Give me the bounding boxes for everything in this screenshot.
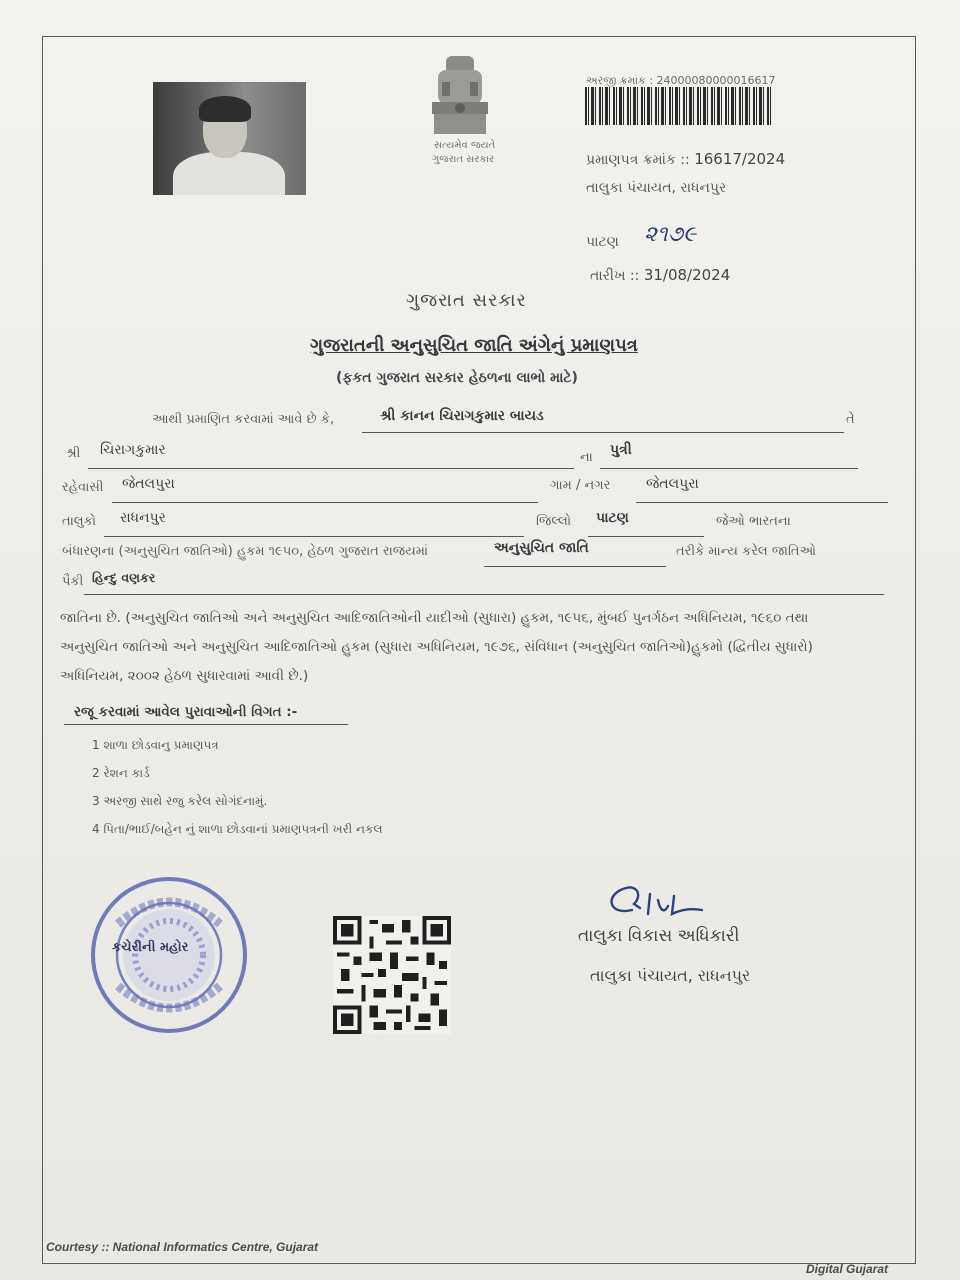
courtesy-note: Courtesy :: National Informatics Centre, Gujarat (46, 1240, 319, 1254)
emblem-caption: સત્યમેવ જયતે (434, 140, 496, 151)
constitution-text: બંધારણના (અનુસુચિત જાતિઓ) હુકમ ૧૯૫૦, હેઠળ ગુજરાત રાજયમાં (62, 544, 429, 559)
issuing-office: તાલુકા પંચાયત, રાધનપુર (586, 180, 727, 196)
district: પાટણ (596, 510, 629, 526)
document-item: 1 શાળા છોડવાનુ પ્રમાણપત્ર (92, 738, 219, 752)
resident: જેતલપુરા (122, 476, 175, 492)
document-item: 2 રેશન કાર્ડ (92, 766, 150, 780)
officer-office: તાલુકા પંચાયત, રાધનપુર (590, 966, 751, 985)
father-name: ચિરાગકુમાર (100, 442, 166, 458)
applicant-photo (153, 82, 306, 195)
officer-title: તાલુકા વિકાસ અધિકારી (578, 926, 740, 946)
barcode (585, 87, 773, 125)
documents-heading: રજૂ કરવામાં આવેલ પુરાવાઓની વિગત :- (74, 704, 298, 720)
office-seal-icon (88, 874, 250, 1036)
certificate-subtitle: (ફકત ગુજરાત સરકાર હેઠળના લાભો માટે) (336, 370, 578, 386)
issue-date: તારીખ :: 31/08/2024 (590, 266, 731, 284)
certificate-number: પ્રમાણપત્ર ક્રમાંક :: 16617/2024 (586, 150, 786, 168)
relation: પુત્રી (610, 442, 632, 458)
handwritten-number: ૨૧૭૯ (644, 222, 697, 247)
qr-code (333, 913, 451, 1037)
emblem-caption-gov: ગુજરાત સરકાર (432, 154, 495, 165)
application-number: અરજી ક્રમાંક : 24000080000016617 (586, 74, 776, 87)
legal-paragraph: જાતિના છે. (અનુસુચિત જાતિઓ અને અનુસુચિત આદિજાતિઓની યાદીઓ (સુધારા) હુકમ, ૧૯૫૬, મુંબઈ પુનર્ગઠન અધિનિયમ, ૧૯૬૦ તથા અનુસુચિત જાતિઓ અને અનુસુચિત આદિજાતિઓ હુકમ (સુધારા અધિનિયમ, ૧૯૭૬, સંવિધાન (અનુસુચિત જાતિઓ)હુકમો (દ્વિતીય સુધારો) અધિનિયમ, ૨૦૦૨ હેઠળ સુધારવામાં આવી છે.) (60, 610, 813, 684)
certificate-title: ગુજરાતની અનુસુચિત જાતિ અંગેનું પ્રમાણપત્ર (310, 335, 638, 356)
caste: હિન્દુ વણકર (92, 570, 156, 585)
category: અનુસુચિત જાતિ (494, 540, 589, 556)
document-item: 3 અરજી સાથે રજુ કરેલ સોગંદનામું. (92, 794, 268, 808)
page-label: પાટણ (586, 234, 619, 250)
certificate-page: સત્યમેવ જયતે ગુજરાત સરકાર અરજી ક્રમાંક : 24000080000016617 પ્રમાણપત્ર ક્રમાંક :: 16617/2024 તાલુકા પંચાયત, રાધનપુર પાટણ ૨૧૭૯ તારીખ :: 31/08/2024 ગુજરાત સરકાર ગુજરાતની અનુસુચિત જાતિ અંગેનું પ્રમાણપત્ર (ફકત ગુજરાત સરકાર હેઠળના લાભો માટે) આથી પ્રમાણિત કરવામાં આવે છે કે, શ્રી કાનન ચિરાગકુમાર બાયડ તે શ્રી ચિરાગકુમાર ના પુત્રી રહેવાસી જેતલપુરા ગામ / નગર જેતલપુરા તાલુકો રાધનપુર જિલ્લો પાટણ જેઓ ભારતના બંધારણના (અનુસુચિત જાતિઓ) હુકમ ૧૯૫૦, હેઠળ ગુજરાત રાજયમાં અનુસુચિત જાતિ તરીકે માન્ય કરેલ જાતિઓ પૈકી હિન્દુ વણકર જાતિના છે. (અનુસુચિત જાતિઓ અને અનુસુચિત આદિજાતિઓની યાદીઓ (સુધારા) હુકમ, ૧૯૫૬, મુંબઈ પુનર્ગઠન અધિનિયમ, ૧૯૬૦ તથા અનુસુચિત જાતિઓ અને અનુસુચિત આદિજાતિઓ હુકમ (સુધારા અધિનિયમ, ૧૯૭૬, સંવિધાન (અનુસુચિત જાતિઓ)હુકમો (દ્વિતીય સુધારો) અધિનિયમ, ૨૦૦૨ હેઠળ સુધારવામાં આવી છે.) રજૂ કરવામાં આવેલ પુરાવાઓની વિગત :- 1 શાળા છોડવાનુ પ્રમાણપત્ર 2 રેશન કાર્ડ 3 અરજી સાથે રજુ કરેલ સોગંદનામું. 4 પિતા/ભાઈ/બહેન નું શાળા છોડવાનાં પ્રમાણપત્રની ખરી નકલ કચેરીની મહોર તાલુકા વિકાસ અધિકારી તાલુકા પંચાયત, રાધનપુર Courtesy :: National Informatics Centre, Gujarat Digital Gujarat (0, 0, 960, 1280)
document-item: 4 પિતા/ભાઈ/બહેન નું શાળા છોડવાનાં પ્રમાણપત્રની ખરી નકલ (92, 822, 383, 836)
government-title: ગુજરાત સરકાર (406, 290, 527, 311)
certify-label: આથી પ્રમાણિત કરવામાં આવે છે કે, (152, 412, 335, 427)
village: જેતલપુરા (646, 476, 699, 492)
stamp-label: કચેરીની મહોર (112, 940, 189, 955)
brand-label: Digital Gujarat (806, 1262, 889, 1276)
applicant-name: શ્રી કાનન ચિરાગકુમાર બાયડ (380, 408, 544, 424)
taluka: રાધનપુર (120, 510, 166, 526)
